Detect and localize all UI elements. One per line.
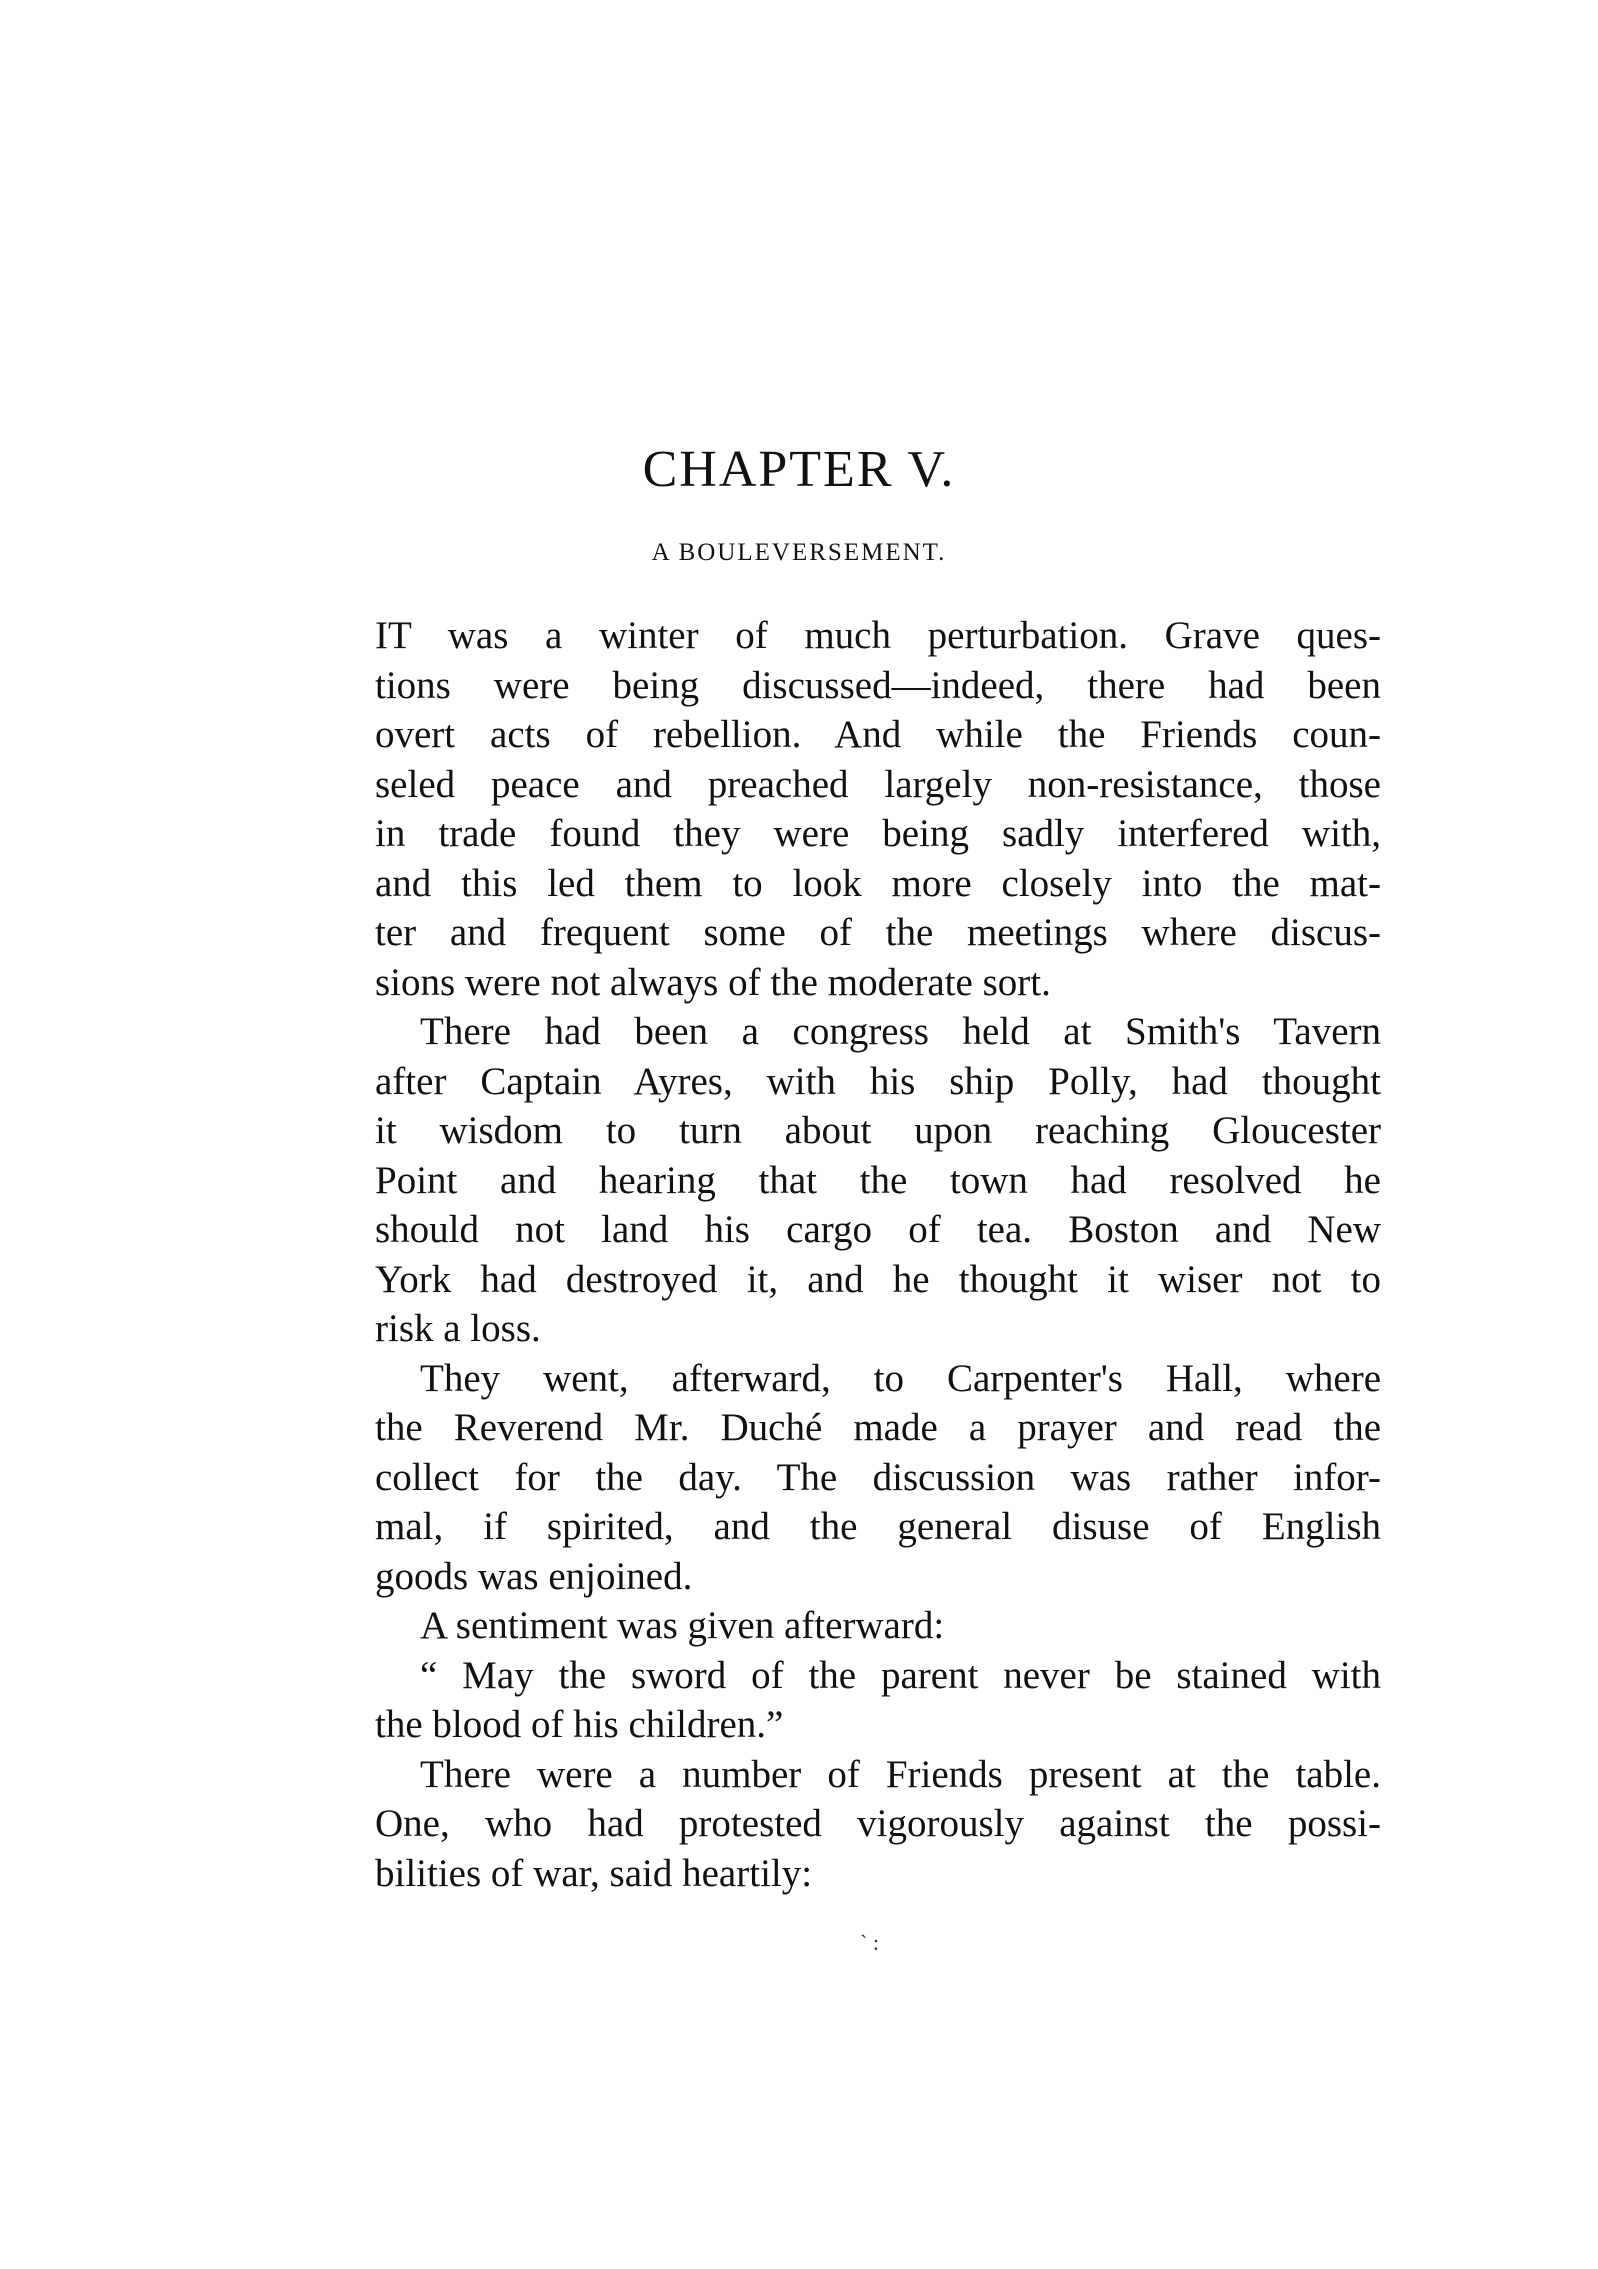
text-line: risk a loss. [375,1307,541,1350]
body-text [375,611,1381,1898]
text-line: bilities of war, said heartily: [375,1851,813,1895]
paragraph [375,1007,1381,1354]
text-line: There were a number of Friends present at the table. [420,1752,1381,1796]
text-line: goods was enjoined. [375,1554,693,1598]
paragraph [375,1651,1381,1750]
text-line: after Captain Ayres, with his ship Polly, had thought [375,1059,1381,1103]
paragraph [375,1750,1381,1899]
text-line: the blood of his children.” [375,1703,784,1746]
text-line: seled peace and preached largely non-resistance, those [375,762,1381,806]
text-line: tions were being discussed—indeed, there had been [375,663,1381,707]
text-line: “ May the sword of the parent never be stained with [420,1653,1381,1697]
text-line: They went, afterward, to Carpenter's Hall, where [420,1356,1381,1400]
text-line: sions were not always of the moderate sort. [375,960,1051,1004]
text-line: There had been a congress held at Smith's Tavern [420,1010,1381,1053]
text-line: mal, if spirited, and the general disuse of English [375,1505,1381,1548]
text-line: should not land his cargo of tea. Boston and New [375,1208,1381,1251]
text-line: in trade found they were being sadly interfered with, [375,812,1381,855]
text-line: One, who had protested vigorously against the possi- [375,1802,1381,1845]
text-line: overt acts of rebellion. And while the Friends coun- [375,713,1381,756]
text-line: A sentiment was given afterward: [420,1604,945,1647]
text-line: and this led them to look more closely into the mat- [375,861,1381,905]
text-line: it wisdom to turn about upon reaching Gloucester [375,1109,1381,1152]
text-line: ter and frequent some of the meetings where discus- [375,911,1381,954]
chapter-subtitle: A BOULEVERSEMENT. [651,539,947,566]
chapter-title: CHAPTER V. [642,441,956,498]
text-line: IT was a winter of much perturbation. Grave ques- [375,614,1381,657]
paragraph [375,611,1381,1007]
text-line: York had destroyed it, and he thought it wiser not to [375,1257,1381,1301]
text-line: Point and hearing that the town had resolved he [375,1158,1381,1202]
paragraph [375,1354,1381,1602]
paragraph [375,1601,1381,1651]
text-line: collect for the day. The discussion was rather infor- [375,1455,1381,1499]
text-line: the Reverend Mr. Duché made a prayer and read the [375,1406,1381,1449]
page-mark: ` : [860,1930,879,1955]
